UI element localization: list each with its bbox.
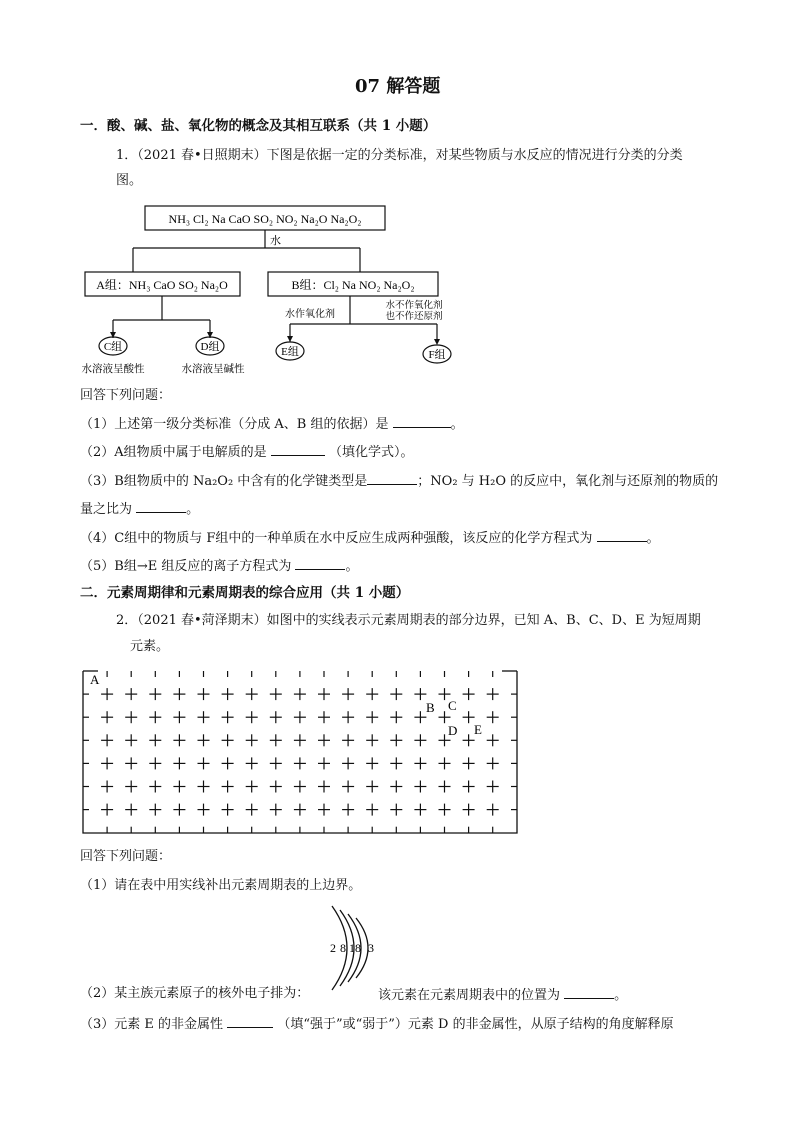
answer-blank-1-5[interactable] xyxy=(295,556,345,570)
grid-cross xyxy=(246,711,258,723)
answer-prompt-1: 回答下列问题： xyxy=(80,388,172,403)
question-2-1: （1）请在表中用实线补出元素周期表的上边界。 xyxy=(80,878,362,893)
grid-cross xyxy=(101,711,113,723)
grid-cross xyxy=(366,757,378,769)
grid-cross xyxy=(270,804,282,816)
answer-blank-1-4[interactable] xyxy=(597,528,647,542)
question-1-3: （3）B组物质中的 Na₂O₂ 中含有的化学键类型是 ；NO₂ 与 H₂O 的反应中，氧化剂与还原剂的物质的 xyxy=(80,471,718,491)
grid-cross xyxy=(149,688,161,700)
grid-cross xyxy=(414,804,426,816)
grid-cross xyxy=(463,688,475,700)
grid-cross xyxy=(270,757,282,769)
water-oxidizer-label: 水作氧化剂 xyxy=(285,309,335,320)
element-b-label: B xyxy=(426,700,435,715)
grid-cross xyxy=(487,711,499,723)
grid-cross xyxy=(198,688,210,700)
grid-cross xyxy=(318,804,330,816)
group-c-label: C组 xyxy=(103,341,123,353)
electron-shell-3: 18 xyxy=(349,941,361,955)
group-d-label: D组 xyxy=(200,341,220,353)
element-d-label: D xyxy=(448,723,458,738)
grid-cross xyxy=(173,688,185,700)
question-1-intro: 1．（2021 春•日照期末）下图是依据一定的分类标准，对某些物质与水反应的情况进行分类的分类 xyxy=(116,148,683,163)
water-neither-label-1: 水不作氧化剂 xyxy=(385,301,443,311)
grid-cross xyxy=(294,804,306,816)
group-f-label: F组 xyxy=(428,349,446,361)
grid-cross xyxy=(101,688,113,700)
grid-cross xyxy=(149,781,161,793)
grid-cross xyxy=(294,711,306,723)
grid-cross xyxy=(149,804,161,816)
grid-cross xyxy=(125,781,137,793)
question-1-2: （2）A组物质中属于电解质的是 （填化学式）。 xyxy=(80,442,413,462)
answer-prompt-2: 回答下列问题： xyxy=(80,849,172,864)
grid-cross xyxy=(173,711,185,723)
answer-blank-1-2[interactable] xyxy=(271,442,325,456)
electron-shell-2: 8 xyxy=(340,941,346,955)
periodic-table-grid[interactable] xyxy=(82,667,519,835)
grid-cross xyxy=(222,757,234,769)
water-neither-label-2: 也不作还原剂 xyxy=(385,312,443,322)
grid-cross xyxy=(173,757,185,769)
grid-cross xyxy=(222,804,234,816)
answer-blank-2-3[interactable] xyxy=(227,1014,273,1028)
grid-cross xyxy=(149,711,161,723)
grid-cross xyxy=(270,688,282,700)
grid-cross xyxy=(294,757,306,769)
group-b-label: B组：Cl₂ Na NO₂ Na₂O₂ xyxy=(291,278,415,292)
grid-cross xyxy=(487,757,499,769)
grid-cross xyxy=(246,734,258,746)
grid-cross xyxy=(463,734,475,746)
grid-cross xyxy=(414,781,426,793)
grid-cross xyxy=(342,781,354,793)
electron-shell-1: 2 xyxy=(330,941,336,955)
grid-cross xyxy=(463,804,475,816)
answer-blank-2-2[interactable] xyxy=(564,985,614,999)
grid-cross xyxy=(342,688,354,700)
grid-cross xyxy=(149,734,161,746)
grid-cross xyxy=(198,734,210,746)
grid-cross xyxy=(390,757,402,769)
grid-cross xyxy=(414,734,426,746)
acidic-solution-label: 水溶液呈酸性 xyxy=(81,364,145,375)
grid-cross xyxy=(366,688,378,700)
grid-cross xyxy=(366,734,378,746)
grid-cross xyxy=(318,781,330,793)
grid-cross xyxy=(125,688,137,700)
grid-cross xyxy=(294,688,306,700)
section-heading-1: 一．酸、碱、盐、氧化物的概念及其相互联系（共 1 小题） xyxy=(80,118,437,134)
classification-diagram xyxy=(80,200,480,380)
grid-cross xyxy=(198,711,210,723)
group-e-label: E组 xyxy=(281,346,299,358)
question-2-intro-cont: 元素。 xyxy=(130,639,170,654)
grid-cross xyxy=(318,757,330,769)
basic-solution-label: 水溶液呈碱性 xyxy=(181,364,245,375)
answer-blank-1-3a[interactable] xyxy=(367,471,417,485)
grid-cross xyxy=(390,781,402,793)
grid-cross xyxy=(439,711,451,723)
question-2-intro: 2．（2021 春•菏泽期末）如图中的实线表示元素周期表的部分边界，已知 A、B、C、D、E 为短周期 xyxy=(116,613,701,628)
element-a-label: A xyxy=(90,672,100,687)
grid-cross xyxy=(487,804,499,816)
grid-cross xyxy=(173,804,185,816)
grid-cross xyxy=(294,781,306,793)
section-heading-2: 二．元素周期律和元素周期表的综合应用（共 1 小题） xyxy=(80,585,410,601)
grid-cross xyxy=(270,734,282,746)
grid-cross xyxy=(222,688,234,700)
grid-cross xyxy=(487,734,499,746)
water-label: 水 xyxy=(270,235,281,247)
grid-cross xyxy=(487,781,499,793)
answer-blank-1-3c[interactable] xyxy=(136,499,186,513)
grid-cross xyxy=(318,711,330,723)
question-2-3: （3）元素 E 的非金属性 （填“强于”或“弱于”）元素 D 的非金属性，从原子结构的角度解释原 xyxy=(80,1014,674,1034)
grid-cross xyxy=(390,688,402,700)
grid-cross xyxy=(318,734,330,746)
grid-cross xyxy=(270,781,282,793)
grid-cross xyxy=(487,688,499,700)
grid-cross xyxy=(246,688,258,700)
grid-cross xyxy=(149,757,161,769)
element-e-label: E xyxy=(474,722,482,737)
group-a-label: A组：NH₃ CaO SO₂ Na₂O xyxy=(96,278,228,292)
question-2-2b: 该元素在元素周期表中的位置为 。 xyxy=(378,985,627,1005)
grid-cross xyxy=(198,757,210,769)
grid-cross xyxy=(101,757,113,769)
question-1-1: （1）上述第一级分类标准（分成 A、B 组的依据）是 。 xyxy=(80,414,464,434)
grid-cross xyxy=(342,711,354,723)
grid-cross xyxy=(198,781,210,793)
grid-cross xyxy=(101,734,113,746)
grid-cross xyxy=(463,711,475,723)
grid-cross xyxy=(125,757,137,769)
grid-cross xyxy=(414,688,426,700)
top-substance-list: NH₃ Cl₂ Na CaO SO₂ NO₂ Na₂O Na₂O₂ xyxy=(168,212,362,226)
grid-cross xyxy=(390,711,402,723)
grid-cross xyxy=(125,804,137,816)
grid-cross xyxy=(414,711,426,723)
grid-cross xyxy=(125,734,137,746)
question-2-2a: （2）某主族元素原子的核外电子排为： xyxy=(80,986,310,1001)
grid-cross xyxy=(246,804,258,816)
grid-cross xyxy=(222,711,234,723)
grid-cross xyxy=(173,781,185,793)
grid-cross xyxy=(125,711,137,723)
grid-cross xyxy=(414,757,426,769)
grid-cross xyxy=(439,804,451,816)
grid-cross xyxy=(294,734,306,746)
grid-cross xyxy=(390,804,402,816)
question-1-3-cont: 量之比为 。 xyxy=(80,499,199,519)
grid-cross xyxy=(342,734,354,746)
grid-cross xyxy=(173,734,185,746)
grid-cross xyxy=(222,781,234,793)
grid-cross xyxy=(246,781,258,793)
grid-cross xyxy=(366,711,378,723)
grid-cross xyxy=(366,804,378,816)
question-1-intro-cont: 图。 xyxy=(116,173,143,188)
answer-blank-1-1[interactable] xyxy=(393,414,451,428)
grid-cross xyxy=(318,688,330,700)
grid-cross xyxy=(198,804,210,816)
grid-cross xyxy=(366,781,378,793)
grid-cross xyxy=(463,757,475,769)
grid-cross xyxy=(390,734,402,746)
electron-shell-4: 3 xyxy=(368,941,374,955)
grid-cross xyxy=(439,757,451,769)
question-1-5: （5）B组→E 组反应的离子方程式为 。 xyxy=(80,556,359,576)
grid-cross xyxy=(342,757,354,769)
element-c-label: C xyxy=(448,698,457,713)
question-1-4: （4）C组中的物质与 F组中的一种单质在水中反应生成两种强酸，该反应的化学方程式为 。 xyxy=(80,528,660,548)
grid-cross xyxy=(342,804,354,816)
grid-cross xyxy=(101,804,113,816)
grid-cross xyxy=(222,734,234,746)
grid-cross xyxy=(439,781,451,793)
grid-cross xyxy=(463,781,475,793)
grid-cross xyxy=(246,757,258,769)
page-title: 07 解答题 xyxy=(355,76,441,97)
grid-cross xyxy=(101,781,113,793)
grid-cross xyxy=(270,711,282,723)
